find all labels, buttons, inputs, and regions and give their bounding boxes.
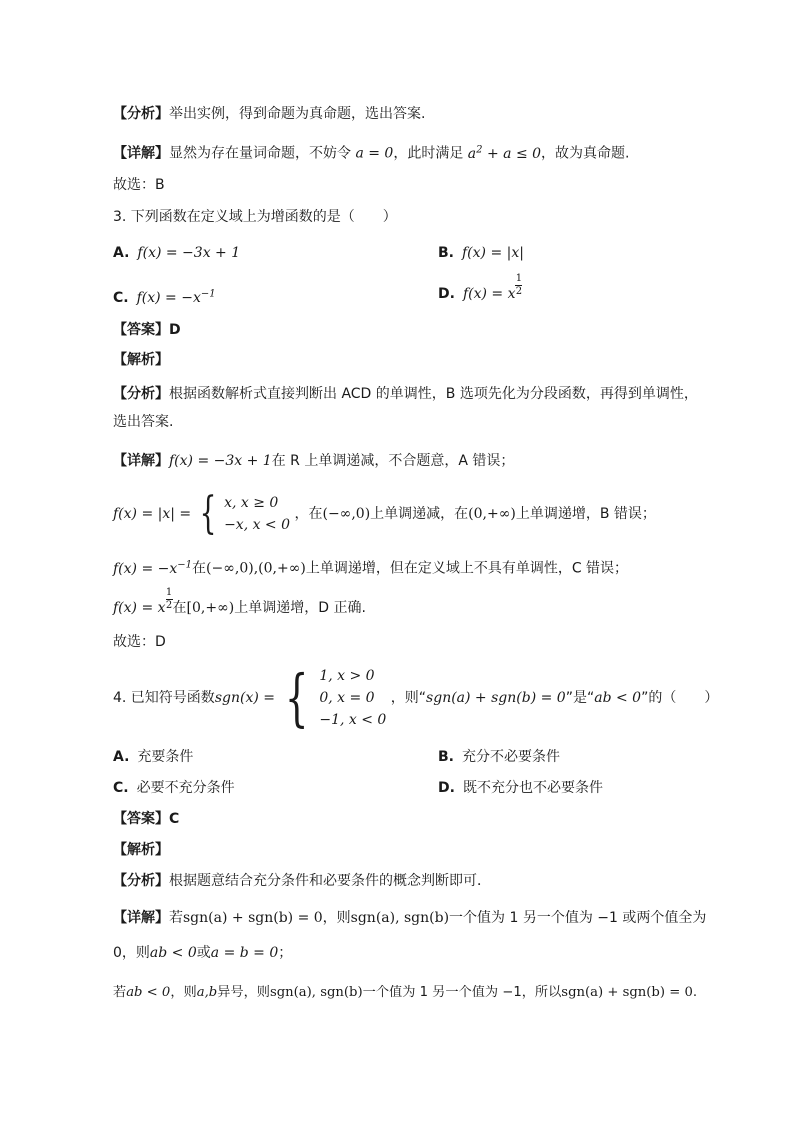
q3-option-b: [438, 243, 524, 263]
formula: $a^2 + a \le 0$: [467, 144, 542, 162]
q4-stem: [113, 661, 719, 734]
interval: (−∞,0): [322, 506, 371, 522]
q3-answer: 【答案】D: [113, 322, 181, 338]
piecewise-cases: 1, x > 0 0, x = 0 −1, x < 0: [319, 668, 387, 728]
option-letter: D.: [438, 286, 455, 302]
detail-text: ，故为真命题.: [541, 145, 630, 162]
formula: f(x) = −3x + 1: [169, 453, 272, 469]
option-text: 充要条件: [137, 749, 194, 765]
formula: a,b: [196, 985, 218, 1000]
q3-option-a: [113, 243, 240, 263]
detail-text: ；: [278, 945, 293, 961]
detail-text: ，在: [294, 506, 323, 522]
detail-text: 0，则: [113, 945, 150, 961]
detail-text: 上单调递增，但在定义域上不具有单调性，C 错误；: [305, 560, 629, 577]
q4-option-b: [438, 747, 560, 767]
formula: sgn(a) + sgn(b) = 0: [183, 910, 323, 926]
brace: {: [285, 661, 309, 734]
q3-detail-b: [113, 488, 656, 539]
interval: (0,+∞): [468, 506, 516, 522]
q3-detail-c: [113, 555, 628, 579]
formula: a = 0: [355, 145, 394, 162]
formula: sgn(a), sgn(b): [350, 910, 450, 926]
detail-text: 若: [113, 985, 127, 1000]
detail-text: 上单调递增，B 错误；: [515, 506, 656, 522]
option-letter: B.: [438, 245, 454, 261]
q4-analysis: [113, 871, 491, 891]
option-formula: $f(x) = -x^{-1}$: [136, 288, 216, 306]
option-letter: A.: [113, 245, 130, 261]
detail-text: ，则: [322, 910, 351, 926]
formula: sgn(a), sgn(b): [269, 985, 363, 1000]
detail-text: 一个值为 1 另一个值为 −1，所以: [362, 985, 562, 1000]
formula: a = b = 0: [210, 945, 279, 961]
interval: (−∞,0),(0,+∞): [206, 560, 306, 577]
detail-text: 或: [196, 945, 211, 961]
option-letter: A.: [113, 749, 130, 765]
piecewise-cases: x, x ≥ 0 −x, x < 0: [224, 495, 291, 533]
detail-text: 在 R 上单调递减，不合题意，A 错误；: [271, 453, 515, 469]
q3-choice: 故选：D: [113, 634, 166, 650]
detail-text: 显然为存在量词命题，不妨令: [169, 145, 351, 162]
option-letter: C.: [113, 289, 129, 306]
analysis-tag: 【分析】: [113, 386, 169, 402]
detail-text: 在: [172, 600, 187, 616]
q3-detail-d: [113, 587, 366, 621]
detail-text: ，则: [170, 985, 197, 1000]
q3-solution-tag: 【解析】: [113, 352, 169, 368]
analysis-text: 根据题意结合充分条件和必要条件的概念判断即可．: [169, 873, 491, 889]
formula: sgn(a) + sgn(b) = 0: [426, 690, 566, 706]
option-letter: B.: [438, 749, 454, 765]
q4-option-c: [113, 778, 235, 798]
stem-text: 4. 已知符号函数: [113, 690, 215, 706]
formula: ab < 0: [126, 985, 171, 1000]
brace: {: [199, 488, 217, 539]
analysis-tag: 【分析】: [113, 106, 169, 122]
detail-text: 若: [169, 910, 183, 926]
detail-text: 上单调递减，在: [370, 506, 469, 522]
analysis-tag: 【分析】: [113, 873, 169, 889]
formula: f(x) = x $\frac{1}{2}$: [113, 587, 173, 616]
q3-option-d: [438, 273, 523, 307]
option-letter: D.: [438, 780, 455, 796]
formula: ab < 0: [594, 690, 642, 706]
q4-detail-2: [113, 943, 292, 963]
detail-text: ，此时满足: [393, 145, 464, 162]
analysis-text: 根据函数解析式直接判断出 ACD 的单调性，B 选项先化为分段函数，再得到单调性，: [169, 386, 698, 402]
option-text: 既不充分也不必要条件: [462, 780, 603, 796]
q3-analysis: [113, 384, 698, 404]
option-letter: C.: [113, 780, 129, 796]
q4-detail-1: [113, 908, 706, 928]
detail-tag: 【详解】: [113, 910, 169, 926]
detail-text: 一个值为 1 另一个值为 −1 或两个值全为: [449, 910, 707, 926]
option-text: 充分不必要条件: [462, 749, 560, 765]
option-formula: f(x) = x $\frac{1}{2}$: [462, 273, 523, 302]
q4-detail-3: [113, 983, 697, 1003]
q4-solution-tag: 【解析】: [113, 842, 169, 858]
stem-text: ”的（ ）: [641, 690, 719, 706]
detail-text: 在: [192, 560, 207, 577]
detail-text: 异号，则: [217, 985, 270, 1000]
q3-analysis-cont: 选出答案.: [113, 414, 174, 430]
option-formula: f(x) = |x|: [462, 245, 524, 261]
formula: f(x) = |x| =: [113, 506, 192, 522]
option-text: 必要不充分条件: [136, 780, 235, 796]
q2-analysis: [113, 104, 425, 124]
detail-tag: 【详解】: [113, 453, 169, 469]
q4-answer: 【答案】C: [113, 811, 180, 827]
interval: [0,+∞): [186, 600, 235, 616]
q3-stem: 3. 下列函数在定义域上为增函数的是（ ）: [113, 209, 397, 225]
formula: sgn(a) + sgn(b) = 0: [561, 985, 693, 1000]
q4-option-d: [438, 778, 603, 798]
detail-text: .: [692, 985, 698, 1000]
detail-tag: 【详解】: [113, 145, 169, 162]
q3-detail-a: [113, 451, 514, 471]
q2-detail: [113, 140, 630, 164]
q3-option-c: [113, 284, 216, 308]
q4-option-a: [113, 747, 193, 767]
analysis-text: 举出实例，得到命题为真命题，选出答案.: [169, 106, 426, 122]
option-formula: f(x) = −3x + 1: [137, 245, 241, 261]
q2-choice: 故选：B: [113, 177, 165, 193]
formula: ab < 0: [149, 945, 197, 961]
stem-text: ，则“: [390, 690, 427, 706]
stem-text: ”是“: [565, 690, 595, 706]
formula: sgn(x) =: [214, 690, 275, 706]
formula: $f(x) = -x^{-1}$: [113, 559, 193, 577]
detail-text: 上单调递增，D 正确.: [234, 600, 366, 616]
